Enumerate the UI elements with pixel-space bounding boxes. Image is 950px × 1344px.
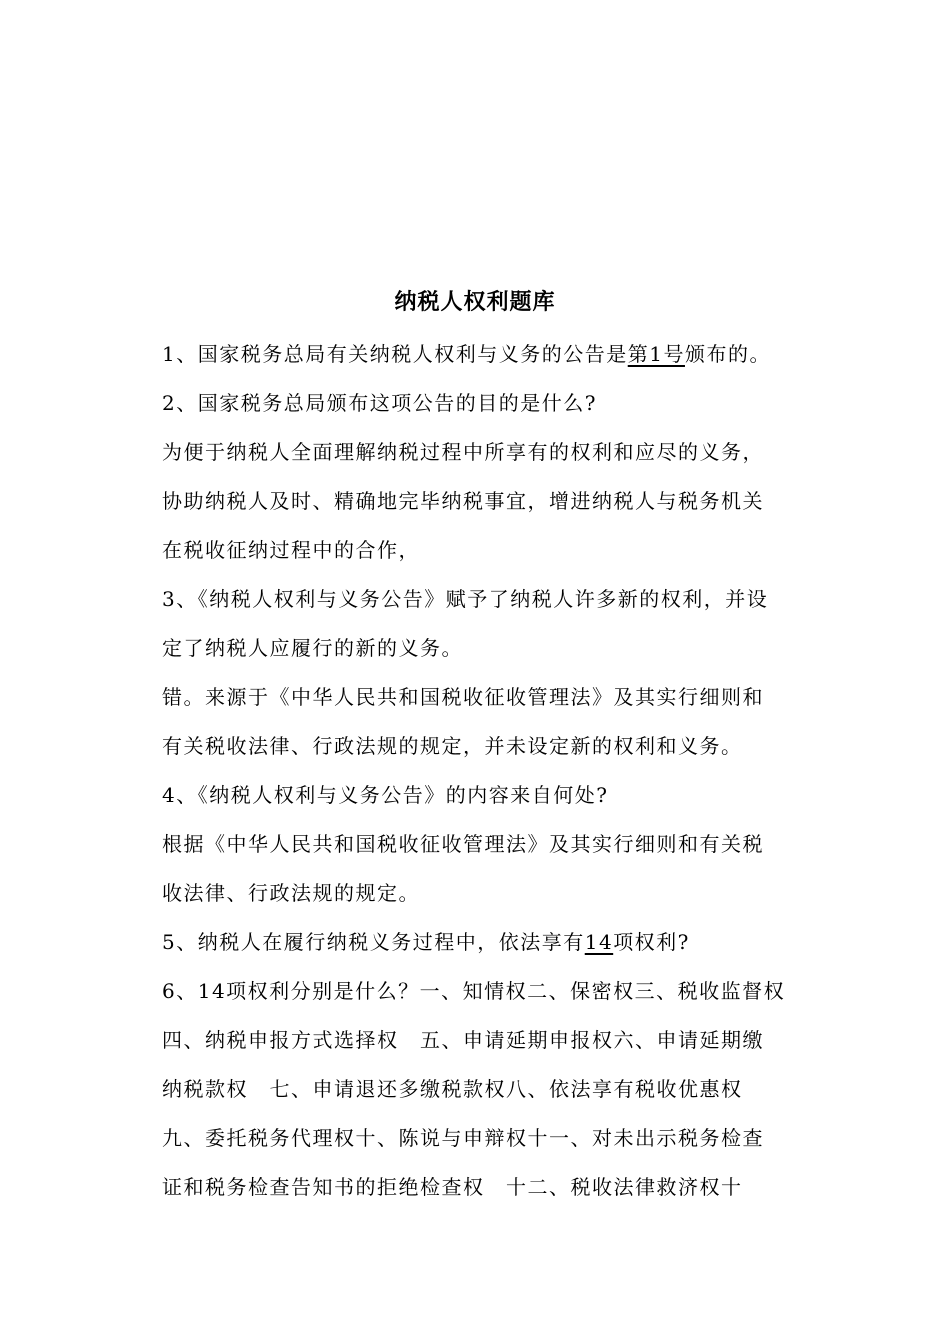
- answer-4-line: 根据《中华人民共和国税收征收管理法》及其实行细则和有关税: [162, 832, 764, 856]
- question-4: 4、《纳税人权利与义务公告》的内容来自何处?: [162, 783, 609, 807]
- answer-2-line: 为便于纳税人全面理解纳税过程中所享有的权利和应尽的义务，: [162, 440, 764, 464]
- question-1-answer: 第1号: [627, 342, 685, 366]
- question-3-line: 3、《纳税人权利与义务公告》赋予了纳税人许多新的权利，并设: [162, 587, 769, 611]
- question-2: 2、国家税务总局颁布这项公告的目的是什么?: [162, 391, 597, 415]
- answer-6-line: 四、纳税申报方式选择权 五、申请延期申报权六、申请延期缴: [162, 1028, 764, 1052]
- answer-6-line: 纳税款权 七、申请退还多缴税款权八、依法享有税收优惠权: [162, 1077, 743, 1101]
- answer-6-line: 证和税务检查告知书的拒绝检查权 十二、税收法律救济权十: [162, 1175, 743, 1199]
- question-5-answer: 14: [584, 930, 614, 954]
- question-6-line: 6、14项权利分别是什么？一、知情权二、保密权三、税收监督权: [162, 979, 786, 1003]
- question-5: [162, 918, 822, 967]
- answer-2-line: 在税收征纳过程中的合作，: [162, 538, 420, 562]
- answer-3-line: 有关税收法律、行政法规的规定，并未设定新的权利和义务。: [162, 734, 743, 758]
- answer-4-line: 收法律、行政法规的规定。: [162, 881, 420, 905]
- document-title: 纳税人权利题库: [394, 289, 556, 315]
- document-body: [162, 330, 822, 1212]
- question-5-text-end: 项权利?: [613, 930, 690, 954]
- question-1-text: 1、国家税务总局有关纳税人权利与义务的公告是: [162, 342, 628, 366]
- question-5-text: 5、纳税人在履行纳税义务过程中，依法享有: [162, 930, 585, 954]
- question-1-text-end: 颁布的。: [684, 342, 771, 366]
- question-3-line: 定了纳税人应履行的新的义务。: [162, 636, 463, 660]
- question-1: [162, 330, 822, 379]
- answer-6-line: 九、委托税务代理权十、陈说与申辩权十一、对未出示税务检查: [162, 1126, 764, 1150]
- answer-3-line: 错。来源于《中华人民共和国税收征收管理法》及其实行细则和: [162, 685, 764, 709]
- answer-2-line: 协助纳税人及时、精确地完毕纳税事宜，增进纳税人与税务机关: [162, 489, 764, 513]
